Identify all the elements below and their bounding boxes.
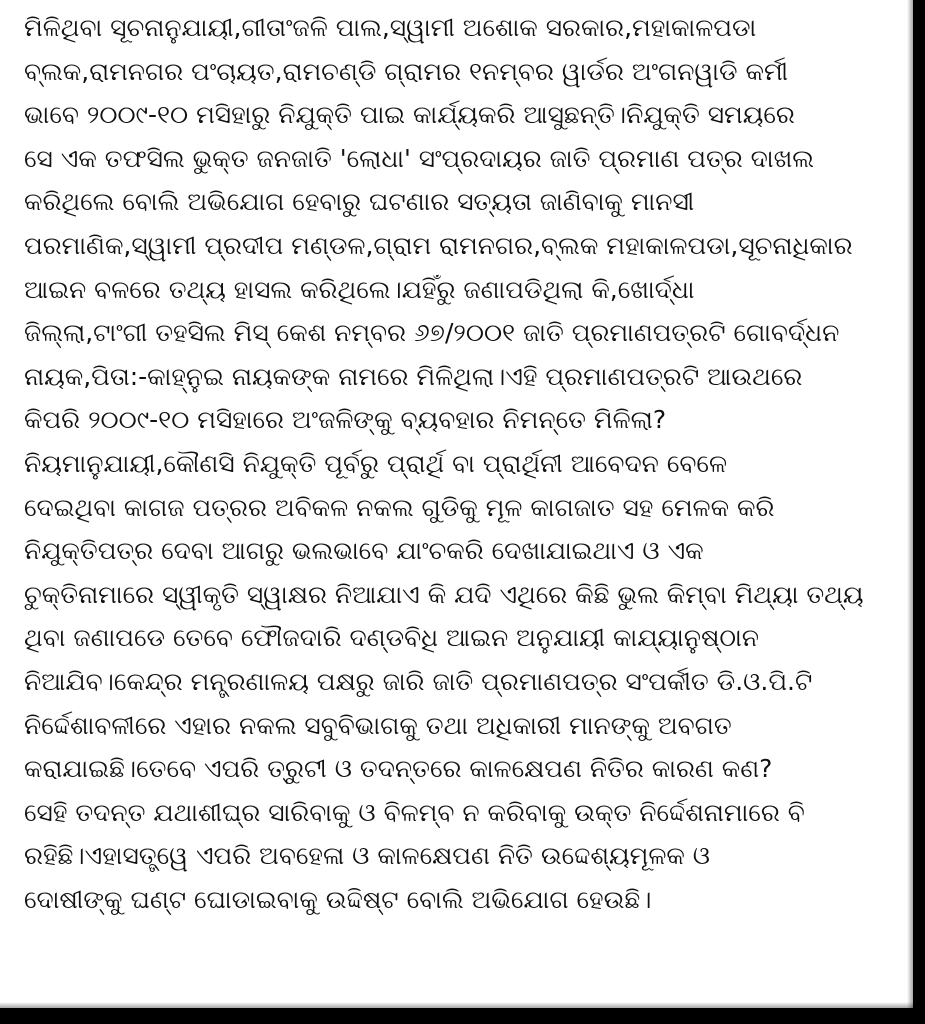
text-line-5: କରିଥିଲେ ବୋଲି ଅଭିଯୋଗ ହେବାରୁ ଘଟଣାର ସତ୍ୟତା ଜାଣିବାକୁ ମାନସୀ	[24, 187, 695, 217]
document-body	[24, 6, 894, 921]
text-line-21: ଦୋଷୀଙ୍କୁ ଘଣ୍ଟ ଘୋଡାଇବାକୁ ଉଦ୍ଦିଷ୍ଟ ବୋଲି ଅଭିଯୋଗ ହେଉଛି।	[24, 884, 652, 914]
text-line-14: ଚୁକ୍ତିନାମାରେ ସ୍ୱୀକୃତି ସ୍ୱାକ୍ଷର ନିଆଯାଏ କି ଯଦି ଏଥିରେ କିଛି ଭୁଲ କିମ୍ବା ମିଥ୍ୟା ତଥ୍ୟ	[24, 579, 864, 609]
text-line-7: ଆଇନ ବଳରେ ତଥ୍ୟ ହାସଲ କରିଥିଲେ।ଯହିଁରୁ ଜଣାପଡିଥିଲା କି,ଖୋର୍ଦ୍ଧା	[24, 274, 695, 304]
text-line-8: ଜିଲ୍ଲା,ଟାଂଗୀ ତହସିଲ ମିସ୍ କେଶ ନମ୍ବର ୬୭/୨୦୦୧ ଜାତି ପ୍ରମାଣପତ୍ରଟି ଗୋବର୍ଦ୍ଧନ	[24, 318, 840, 348]
frame-border-bottom	[0, 1008, 925, 1024]
text-line-6: ପରମାଣିକ,ସ୍ୱାମୀ ପ୍ରଦୀପ ମଣ୍ଡଳ,ଗ୍ରାମ ରାମନଗର,ବ୍ଲକ ମହାକାଳପଡା,ସୂଚନାଧିକାର	[24, 230, 853, 260]
text-line-2: ବ୍ଲକ,ରାମନଗର ପଂଚାୟତ,ରାମଚଣ୍ଡି ଗ୍ରାମର ୧ନମ୍ବର ୱାର୍ଡର ଅଂଗନୱାଡି କର୍ମୀ	[24, 56, 789, 86]
text-line-20: ରହିଛି।ଏହାସତ୍ତ୍ୱେ ଏପରି ଅବହେଳା ଓ କାଳକ୍ଷେପଣ ନିତି ଉଦ୍ଦେଶ୍ୟମୂଳକ ଓ	[24, 841, 711, 871]
text-line-18: କରାଯାଇଛି।ତେବେ ଏପରି ତ୍ରୁଟୀ ଓ ତଦନ୍ତରେ କାଳକ୍ଷେପଣ ନିତିର କାରଣ କଣ?	[24, 754, 773, 784]
text-line-1: ମିଳିଥିବା ସୂଚନାନୁଯାୟୀ,ଗୀତାଂଜଳି ପାଲ,ସ୍ୱାମୀ ଅଶୋକ ସରକାର,ମହାକାଳପଡା	[24, 13, 757, 42]
text-line-16: ନିଆଯିବ।କେନ୍ଦ୍ର ମନ୍ତ୍ରଣାଳୟ ପକ୍ଷରୁ ଜାରି ଜାତି ପ୍ରମାଣପତ୍ର ସଂପର୍କୀତ ଡି.ଓ.ପି.ଟି	[24, 666, 813, 696]
text-line-12: ଦେଇଥିବା କାଗଜ ପତ୍ରର ଅବିକଳ ନକଲ ଗୁଡିକୁ ମୂଳ କାଗଜାତ ସହ ମେଳକ କରି	[24, 492, 775, 522]
text-line-4: ସେ ଏକ ତଫସିଲ ଭୁକ୍ତ ଜନଜାତି 'ଲୋଧା' ସଂପ୍ରଦାୟର ଜାତି ପ୍ରମାଣ ପତ୍ର ଦାଖଲ	[24, 143, 815, 173]
text-line-3: ଭାବେ ୨୦୦୯-୧୦ ମସିହାରୁ ନିଯୁକ୍ତି ପାଇ କାର୍ଯ୍ୟକରି ଆସୁଛନ୍ତି।ନିଯୁକ୍ତି ସମୟରେ	[24, 100, 795, 130]
text-line-11: ନିୟମାନୁଯାୟୀ,କୌଣସି ନିଯୁକ୍ତି ପୂର୍ବରୁ ପ୍ରାର୍ଥି ବା ପ୍ରାର୍ଥିନୀ ଆବେଦନ ବେଳେ	[24, 448, 728, 478]
text-line-17: ନିର୍ଦ୍ଦେଶାବଳୀରେ ଏହାର ନକଲ ସବୁବିଭାଗକୁ ତଥା ଅଧିକାରୀ ମାନଙ୍କୁ ଅବଗତ	[24, 710, 732, 740]
text-line-10: କିପରି ୨୦୦୯-୧୦ ମସିହାରେ ଅଂଜଳିଙ୍କୁ ବ୍ୟବହାର ନିମନ୍ତେ ମିଳିଲା?	[24, 405, 667, 435]
text-line-13: ନିଯୁକ୍ତିପତ୍ର ଦେବା ଆଗରୁ ଭଲଭାବେ ଯାଂଚକରି ଦେଖାଯାଇଥାଏ ଓ ଏକ	[24, 536, 704, 566]
frame-border-right	[913, 0, 925, 1024]
text-line-15: ଥିବା ଜଣାପଡେ ତେବେ ଫୌଜଦାରି ଦଣ୍ଡବିଧି ଆଇନ ଅନୁଯାୟୀ କାଯ୍ୟାନୁଷ୍ଠାନ	[24, 623, 760, 653]
text-line-19: ସେହି ତଦନ୍ତ ଯଥାଶୀଘ୍ର ସାରିବାକୁ ଓ ବିଳମ୍ବ ନ କରିବାକୁ ଉକ୍ତ ନିର୍ଦ୍ଦେଶନାମାରେ ବି	[24, 797, 805, 827]
text-line-9: ନାୟକ,ପିତା:-କାହ୍ନୁଇ ନାୟକଙ୍କ ନାମରେ ମିଳିଥିଲା।ଏହି ପ୍ରମାଣପତ୍ରଟି ଆଉଥରେ	[24, 361, 803, 391]
